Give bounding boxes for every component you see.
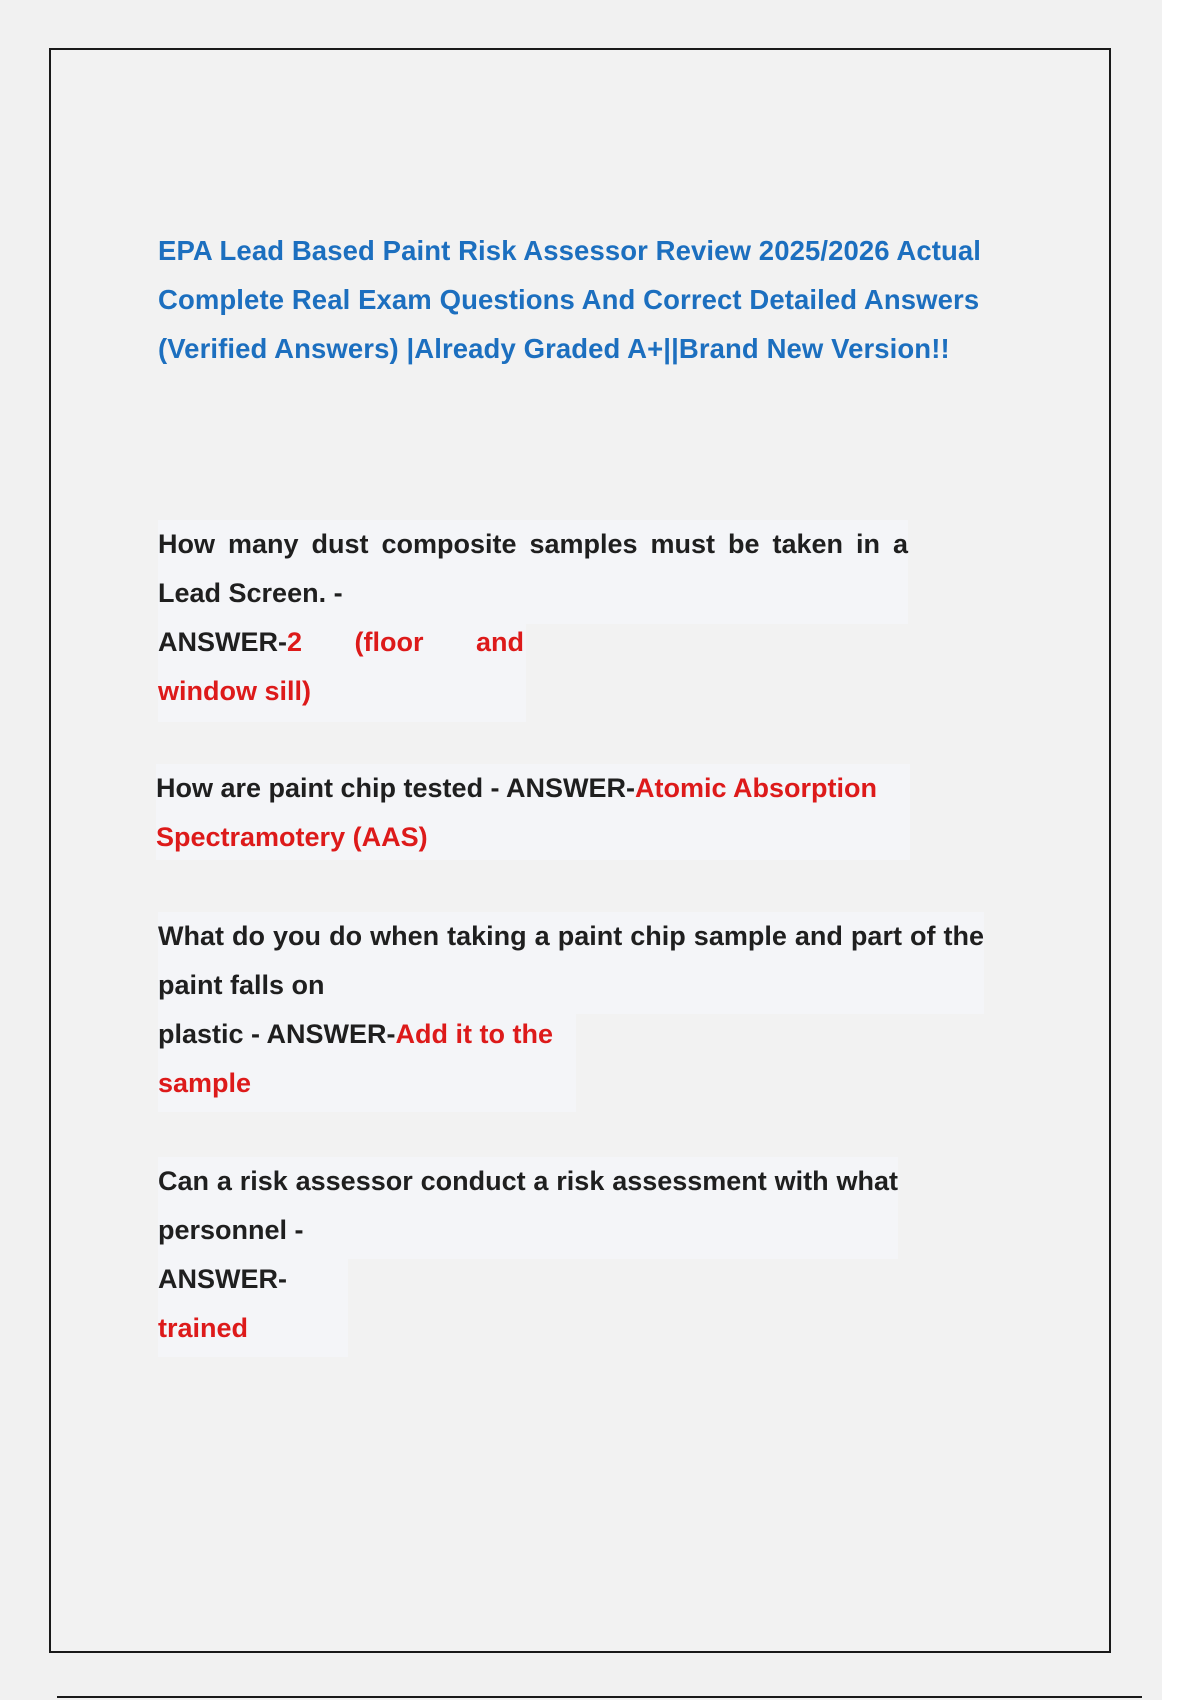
answer-2-line2: Spectramotery (AAS) — [156, 822, 428, 852]
viewer-margin-strip — [1162, 0, 1200, 1700]
answer-2-line1: Atomic Absorption — [635, 773, 878, 803]
answer-4-value: trained — [158, 1313, 249, 1343]
question-3-tail: plastic - ANSWER- — [158, 1019, 396, 1049]
answer-3-line2: sample — [158, 1068, 252, 1098]
answer-1-part: (floor — [354, 627, 424, 657]
question-2 — [156, 764, 910, 860]
answer-label: ANSWER- — [158, 1264, 287, 1294]
answer-1 — [158, 618, 526, 722]
answer-label: ANSWER- — [158, 627, 287, 657]
answer-3-line1: Add it to the — [395, 1019, 553, 1049]
document-title: EPA Lead Based Paint Risk Assessor Review 2025/2026 Actual Complete Real Exam Questions And Correct Detailed Answers (Verified Answers) |Already Graded A+||Brand New Version!! — [158, 235, 982, 364]
question-4: Can a risk assessor conduct a risk assessment with what personnel - — [158, 1157, 898, 1259]
answer-1-value: 2 — [287, 627, 303, 657]
next-page-edge — [57, 1696, 1142, 1698]
question-2-text: How are paint chip tested - ANSWER- — [156, 773, 636, 803]
question-3: What do you do when taking a paint chip sample and part of the paint falls on — [158, 912, 984, 1014]
answer-1-line2: window sill) — [158, 676, 311, 706]
answer-3 — [158, 1010, 576, 1112]
answer-1-part: and — [475, 627, 524, 657]
answer-4 — [158, 1255, 348, 1357]
question-1: How many dust composite samples must be taken in a Lead Screen. - — [158, 520, 908, 624]
